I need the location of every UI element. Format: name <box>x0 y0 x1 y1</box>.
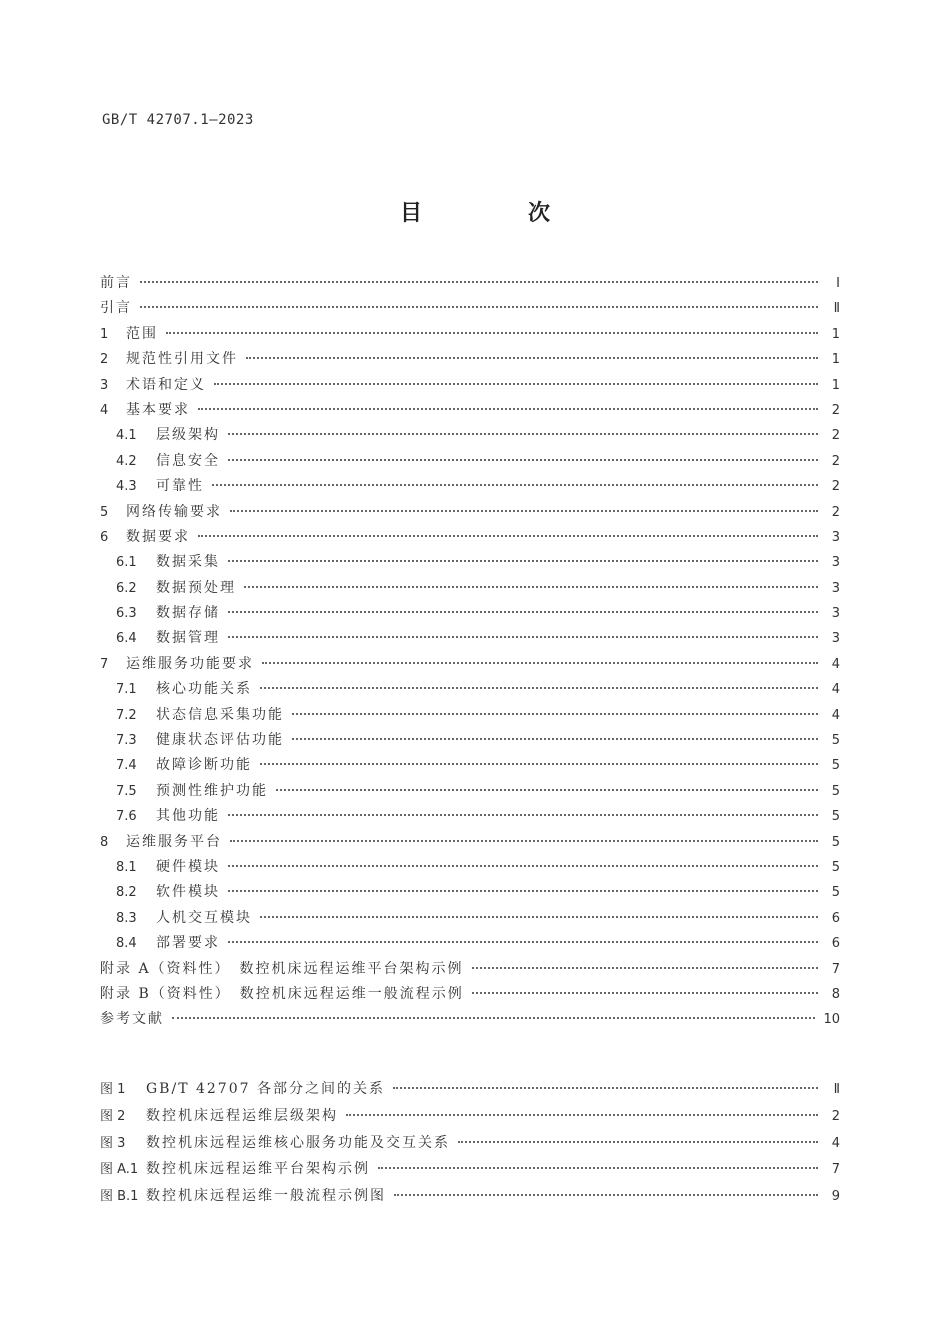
toc-entry[interactable] <box>100 348 840 373</box>
section-number: 8.1 <box>116 859 137 875</box>
dot-leader <box>246 357 818 359</box>
toc-entry[interactable] <box>100 501 840 526</box>
page-number: 6 <box>831 910 840 926</box>
dot-leader <box>172 1017 815 1019</box>
figure-title: 数控机床远程运维核心服务功能及交互关系 <box>146 1134 450 1151</box>
section-title: 核心功能关系 <box>156 681 252 698</box>
section-number: 2 <box>100 352 109 368</box>
section-title: 预测性维护功能 <box>156 782 268 799</box>
dot-leader <box>228 636 818 638</box>
page-number: 9 <box>831 1189 840 1205</box>
toc-entry[interactable] <box>100 374 840 399</box>
section-title: 引言 <box>100 300 132 317</box>
section-number: 5 <box>100 504 109 520</box>
dot-leader <box>260 687 818 689</box>
toc-entry[interactable] <box>100 526 840 551</box>
page-number: 5 <box>831 834 840 850</box>
section-title: 运维服务平台 <box>126 833 222 850</box>
page-number: 1 <box>831 326 840 342</box>
figure-entry[interactable] <box>100 1105 840 1132</box>
section-title: 网络传输要求 <box>126 503 222 520</box>
toc-entry[interactable] <box>100 831 840 856</box>
figure-number: 图 1 <box>100 1082 126 1097</box>
section-number: 4.1 <box>116 428 137 444</box>
page-number: 3 <box>831 631 840 647</box>
page-number: 5 <box>831 733 840 749</box>
section-title: 硬件模块 <box>156 858 220 875</box>
section-number: 3 <box>100 377 109 393</box>
toc-entry[interactable] <box>100 881 840 906</box>
dot-leader <box>346 1114 818 1116</box>
section-number: 8.4 <box>116 936 137 952</box>
section-title: 故障诊断功能 <box>156 757 252 774</box>
page-number: 1 <box>831 377 840 393</box>
figure-title: 数控机床远程运维一般流程示例图 <box>146 1188 386 1205</box>
page-number: 2 <box>831 1108 840 1124</box>
section-number: 7.6 <box>116 809 137 825</box>
section-number: 4.2 <box>116 453 137 469</box>
toc-entry[interactable] <box>100 627 840 652</box>
section-title: 部署要求 <box>156 935 220 952</box>
dot-leader <box>472 992 818 994</box>
section-number: 4.3 <box>116 479 137 495</box>
figure-number: 图 B.1 <box>100 1189 139 1205</box>
section-title: 运维服务功能要求 <box>126 655 254 672</box>
figure-entry[interactable] <box>100 1132 840 1159</box>
dot-leader <box>166 332 818 334</box>
page-number: 3 <box>831 580 840 596</box>
page-number: 2 <box>831 402 840 418</box>
section-title: 人机交互模块 <box>156 909 252 926</box>
page-title: 目 次 <box>399 201 592 226</box>
toc-entry[interactable] <box>100 551 840 576</box>
toc-entry[interactable] <box>100 602 840 627</box>
section-title: 参考文献 <box>100 1011 164 1028</box>
toc-entry[interactable] <box>100 704 840 729</box>
section-title: 可靠性 <box>156 478 204 495</box>
dot-leader <box>228 433 818 435</box>
dot-leader <box>244 586 818 588</box>
dot-leader <box>230 840 818 842</box>
section-title: 术语和定义 <box>126 376 206 393</box>
section-title: 数据管理 <box>156 630 220 647</box>
dot-leader <box>198 408 818 410</box>
section-title: 数据预处理 <box>156 579 236 596</box>
section-number: 6.2 <box>116 580 137 596</box>
dot-leader <box>260 763 818 765</box>
toc-entry[interactable] <box>100 399 840 424</box>
toc-entry[interactable] <box>100 475 840 500</box>
page-number: 5 <box>831 758 840 774</box>
section-title: 前言 <box>100 275 132 291</box>
section-title: 数据采集 <box>156 554 220 571</box>
toc-entry[interactable] <box>100 856 840 881</box>
page-number: 7 <box>831 1162 840 1178</box>
section-title: 层级架构 <box>156 427 220 444</box>
toc-entry[interactable] <box>100 424 840 449</box>
toc-entry[interactable] <box>100 450 840 475</box>
section-number: 7.2 <box>116 707 137 723</box>
dot-leader <box>472 967 818 969</box>
section-number: 8 <box>100 834 109 850</box>
toc-entry[interactable] <box>100 297 840 322</box>
figure-entry[interactable] <box>100 1078 840 1105</box>
dot-leader <box>260 916 818 918</box>
section-title: 健康状态评估功能 <box>156 732 284 749</box>
page-number: 5 <box>831 859 840 875</box>
page-number: 2 <box>831 479 840 495</box>
section-title: 数据存储 <box>156 605 220 622</box>
toc-entry[interactable] <box>100 729 840 754</box>
dot-leader <box>393 1087 818 1089</box>
dot-leader <box>228 865 818 867</box>
toc-entry[interactable] <box>100 653 840 678</box>
page-number: 4 <box>831 707 840 723</box>
toc-entry[interactable] <box>100 272 840 297</box>
table-of-contents <box>100 272 840 1034</box>
page-number: 4 <box>831 1135 840 1151</box>
page-number: 4 <box>831 656 840 672</box>
section-title: 数据要求 <box>126 528 190 545</box>
section-number: 7.5 <box>116 783 137 799</box>
section-title: 规范性引用文件 <box>126 351 238 368</box>
page-number: 8 <box>831 986 840 1002</box>
section-number: 6 <box>100 529 109 545</box>
dot-leader <box>394 1194 818 1196</box>
section-number: 6.3 <box>116 606 137 622</box>
section-number: 6.1 <box>116 555 137 571</box>
section-number: 6.4 <box>116 631 137 647</box>
section-title: 范围 <box>126 325 158 342</box>
page-number: 10 <box>823 1012 840 1028</box>
document-code: GB/T 42707.1—2023 <box>102 112 254 128</box>
section-title: 附录 B（资料性） 数控机床远程运维一般流程示例 <box>100 985 464 1002</box>
page-number: 5 <box>831 783 840 799</box>
figure-number: 图 3 <box>100 1135 126 1151</box>
page-number: 2 <box>831 504 840 520</box>
dot-leader <box>228 814 818 816</box>
toc-entry[interactable] <box>100 805 840 830</box>
dot-leader <box>214 383 818 385</box>
toc-entry[interactable] <box>100 780 840 805</box>
section-number: 8.2 <box>116 885 137 901</box>
page-number: 3 <box>831 529 840 545</box>
dot-leader <box>228 890 818 892</box>
toc-entry[interactable] <box>100 323 840 348</box>
figure-entry[interactable] <box>100 1158 840 1185</box>
page-number: Ⅰ <box>836 276 840 291</box>
toc-entry[interactable] <box>100 577 840 602</box>
toc-entry[interactable] <box>100 678 840 703</box>
section-title: 软件模块 <box>156 884 220 901</box>
section-number: 8.3 <box>116 910 137 926</box>
figure-number: 图 2 <box>100 1108 126 1124</box>
section-title: 信息安全 <box>156 452 220 469</box>
page-number: 7 <box>831 961 840 977</box>
dot-leader <box>276 789 818 791</box>
dot-leader <box>198 535 818 537</box>
page-number: 1 <box>831 352 840 368</box>
figure-title: 数控机床远程运维层级架构 <box>146 1107 338 1124</box>
toc-entry[interactable] <box>100 983 840 1008</box>
dot-leader <box>292 713 818 715</box>
dot-leader <box>230 510 818 512</box>
page-number: 5 <box>831 809 840 825</box>
toc-entry[interactable] <box>100 907 840 932</box>
toc-entry[interactable] <box>100 1008 840 1033</box>
dot-leader <box>228 560 818 562</box>
dot-leader <box>140 306 818 308</box>
dot-leader <box>262 662 818 664</box>
section-title: 附录 A（资料性） 数控机床远程运维平台架构示例 <box>100 960 464 977</box>
section-number: 7.3 <box>116 733 137 749</box>
section-title: 其他功能 <box>156 808 220 825</box>
page-number: 4 <box>831 682 840 698</box>
page-number: Ⅱ <box>833 1082 840 1097</box>
section-number: 7.4 <box>116 758 137 774</box>
page-number: 3 <box>831 555 840 571</box>
figure-title: 数控机床远程运维平台架构示例 <box>146 1161 370 1178</box>
page-number: 2 <box>831 453 840 469</box>
dot-leader <box>292 738 818 740</box>
dot-leader <box>228 941 818 943</box>
page-number: 6 <box>831 936 840 952</box>
section-number: 7.1 <box>116 682 137 698</box>
list-of-figures <box>100 1078 840 1212</box>
section-number: 4 <box>100 402 109 418</box>
dot-leader <box>228 611 818 613</box>
section-number: 1 <box>100 326 109 342</box>
figure-number: 图 A.1 <box>100 1162 139 1178</box>
dot-leader <box>212 484 818 486</box>
dot-leader <box>140 281 818 283</box>
page-number: 3 <box>831 606 840 622</box>
dot-leader <box>458 1141 818 1143</box>
dot-leader <box>228 459 818 461</box>
figure-title: GB/T 42707 各部分之间的关系 <box>146 1081 385 1097</box>
section-title: 基本要求 <box>126 401 190 418</box>
page-number: 2 <box>831 428 840 444</box>
dot-leader <box>378 1167 818 1169</box>
toc-entry[interactable] <box>100 958 840 983</box>
toc-entry[interactable] <box>100 754 840 779</box>
toc-entry[interactable] <box>100 932 840 957</box>
section-number: 7 <box>100 656 109 672</box>
figure-entry[interactable] <box>100 1185 840 1212</box>
page-number: Ⅱ <box>833 301 840 317</box>
section-title: 状态信息采集功能 <box>156 706 284 723</box>
page-number: 5 <box>831 885 840 901</box>
